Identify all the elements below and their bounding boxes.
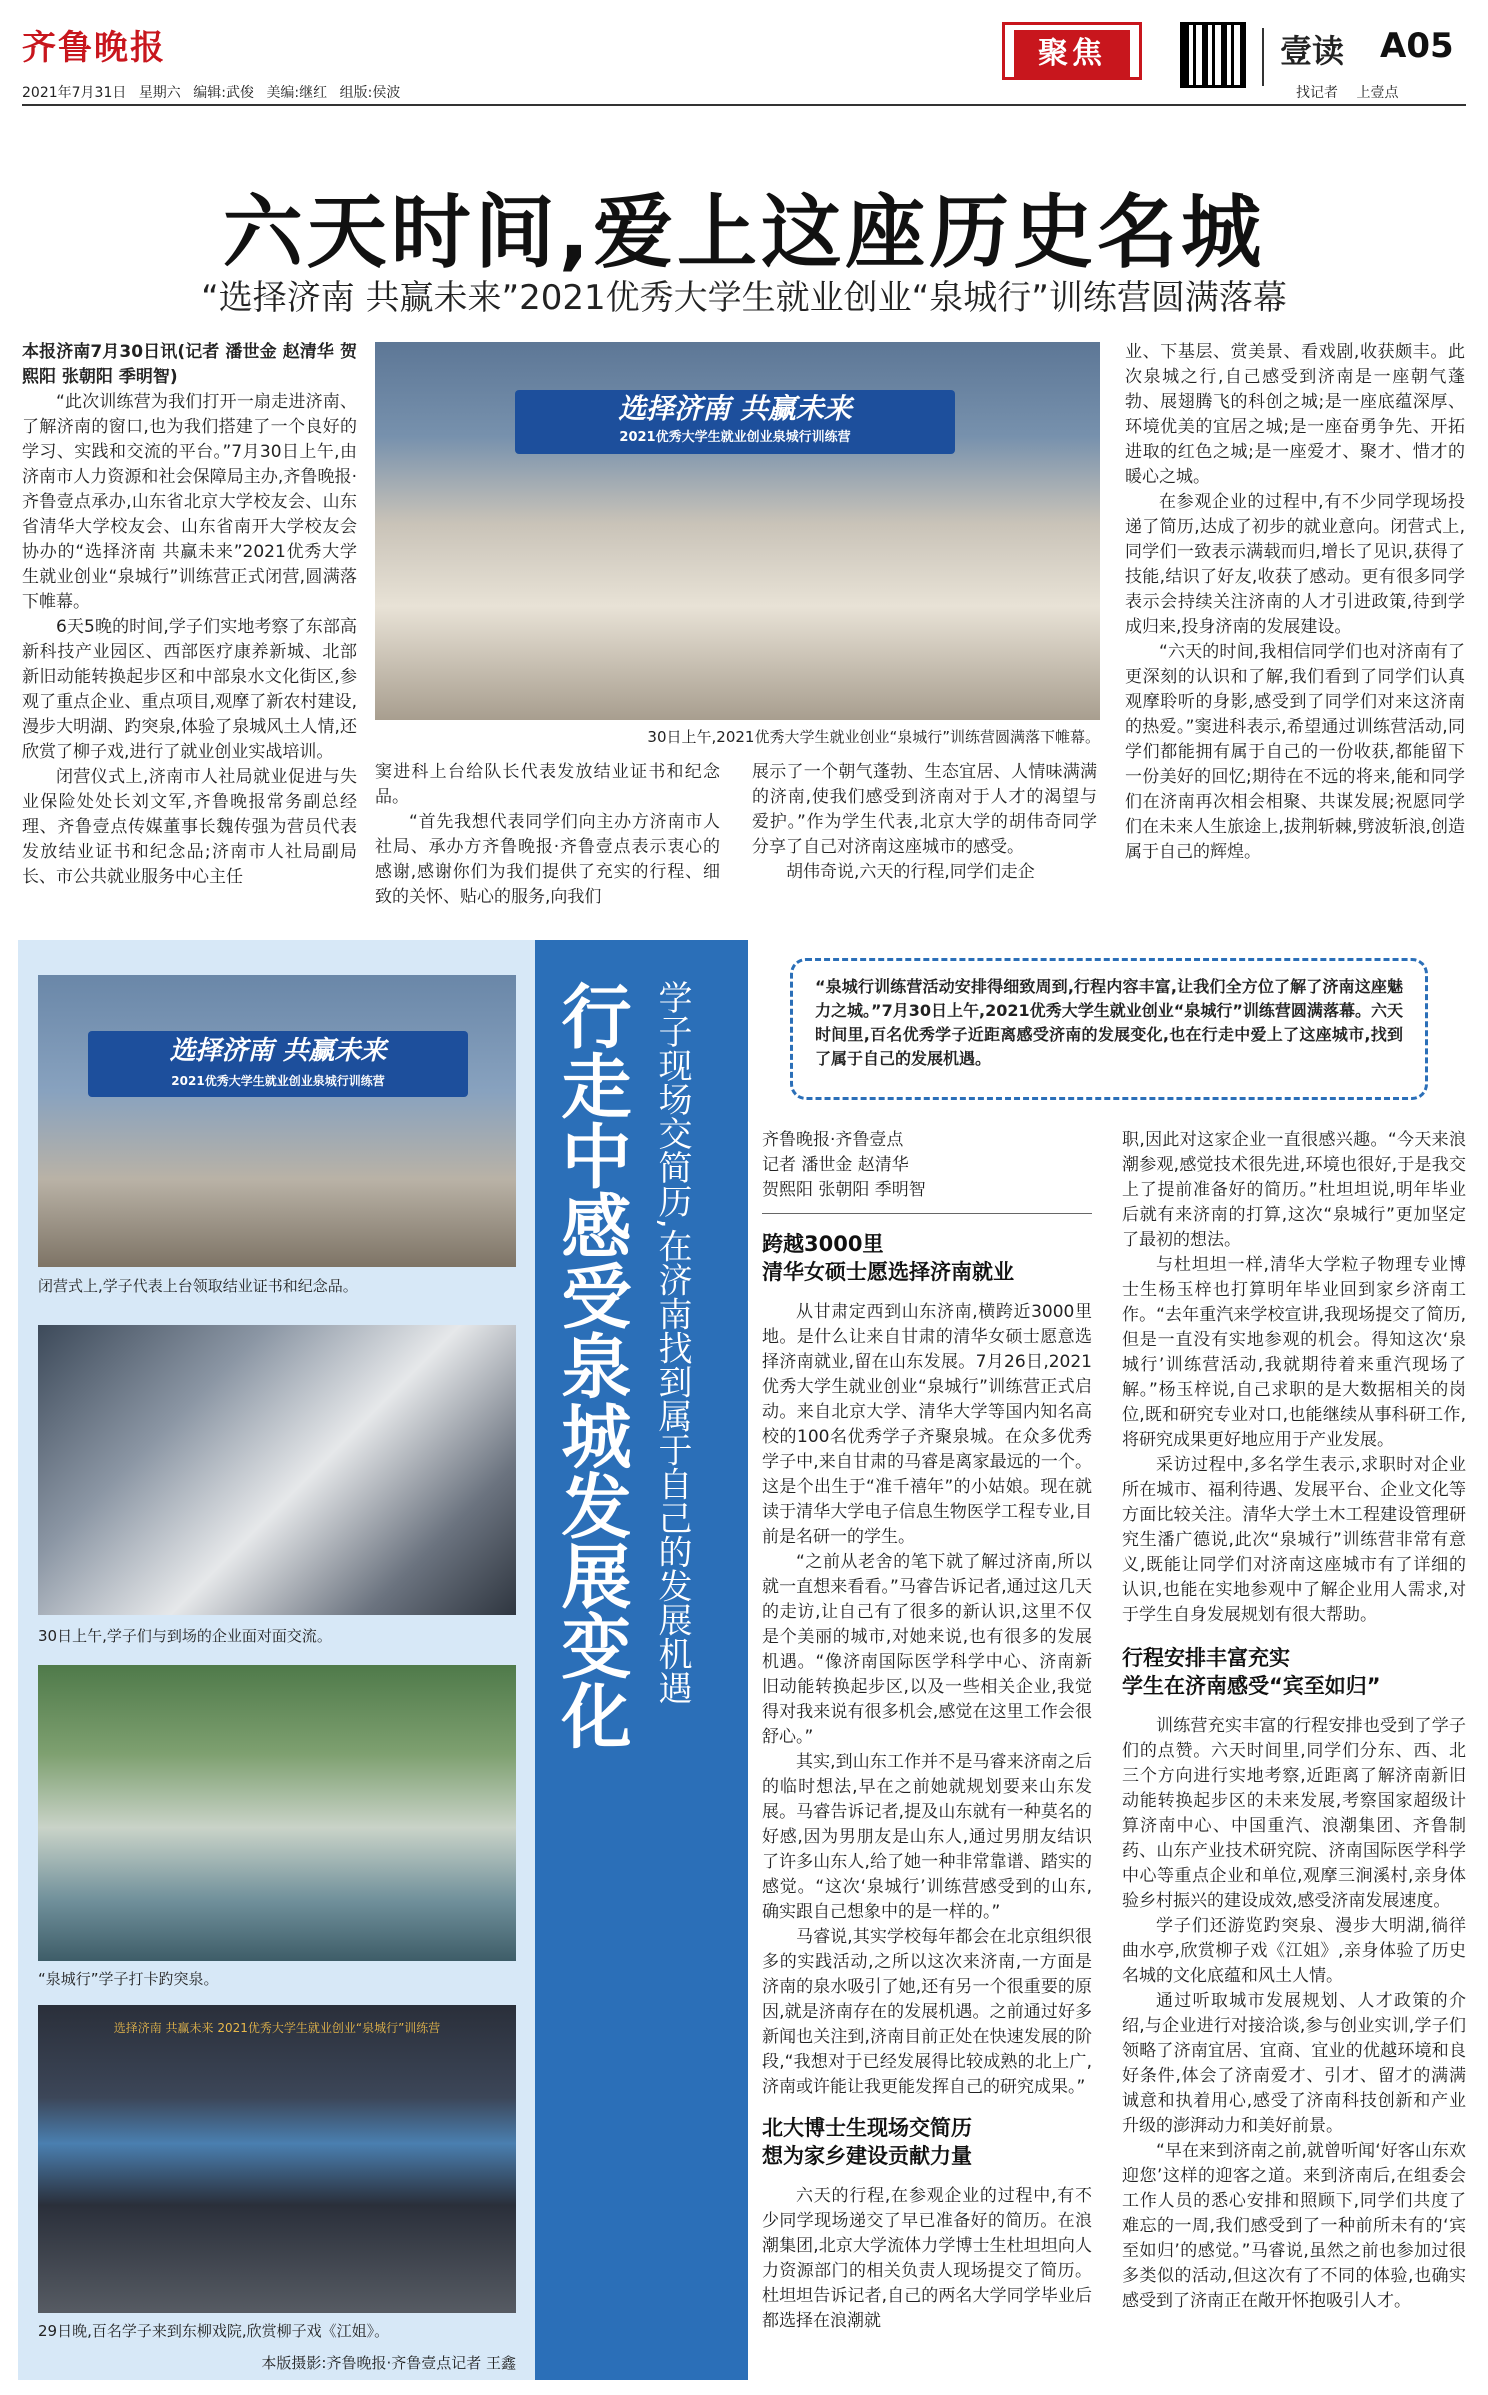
feature-byline-1: 齐鲁晚报·齐鲁壹点 [762, 1130, 904, 1150]
headline-title: 六天时间,爱上这座历史名城 [222, 186, 1266, 279]
top-article-col-1 [22, 340, 357, 890]
stage-banner: 选择济南 共赢未来 2021优秀大学生就业创业“泉城行”训练营 [113, 2021, 441, 2035]
paragraph: “此次训练营为我们打开一扇走进济南、了解济南的窗口,也为我们搭建了一个良好的学习、实践和交流的平台。”7月30日上午,由济南市人力资源和社会保障局主办,齐鲁晚报·齐鲁壹点承办,山东省北京大学校友会、山东省清华大学校友会、山东省南开大学校友会协办的“选择济南 共赢未来”2021优秀大学生就业创业“泉城行”训练营正式闭营,圆满落下帷幕。 [22, 392, 357, 612]
photo-banner [88, 1031, 468, 1097]
feature-title: 行走中感受泉城发展变化 [550, 980, 632, 1750]
paragraph: 六天的行程,在参观企业的过程中,有不少同学现场递交了早已准备好的简历。在浪潮集团,北京大学流体力学博士生杜坦坦向人力资源部门的相关负责人现场提交了简历。杜坦坦告诉记者,自己的两名大学同学毕业后都选择在浪潮就 [762, 2186, 1092, 2331]
feature-photo-2-caption: 30日上午,学子们与到场的企业面对面交流。 [38, 1627, 332, 1645]
issue-meta [22, 82, 400, 102]
paragraph: 通过听取城市发展规划、人才政策的介绍,与企业进行对接洽谈,参与创业实训,学子们领略了济南宜居、宜商、宜业的优越环境和良好条件,体会了济南爱才、引才、留才的满满诚意和执着用心,感受了济南科技创新和产业升级的澎湃动力和美好前景。 [1122, 1991, 1466, 2136]
feature-byline-3: 贺熙阳 张朝阳 季明智 [762, 1180, 926, 1200]
top-photo [375, 342, 1100, 720]
article-lead: 本报济南7月30日讯(记者 潘世金 赵清华 贺熙阳 张朝阳 季明智) [22, 342, 357, 387]
issue-date: 2021年7月31日 [22, 85, 127, 101]
banner-line-2: 2021优秀大学生就业创业泉城行训练营 [171, 1074, 385, 1088]
top-photo-caption: 30日上午,2021优秀大学生就业创业“泉城行”训练营圆满落下帷幕。 [647, 728, 1100, 746]
column-name: 壹读 [1280, 32, 1345, 70]
subhead-2-line-2: 想为家乡建设贡献力量 [762, 2144, 972, 2168]
banner-line-1: 选择济南 共赢未来 [169, 1036, 387, 1066]
editor-credit: 编辑:武俊 [193, 85, 254, 101]
feature-subtitle: 学子现场交简历,在济南找到属于自己的发展机遇 [652, 980, 692, 1705]
paragraph: 训练营充实丰富的行程安排也受到了学子们的点赞。六天时间里,同学们分东、西、北三个方向进行实地考察,近距离了解济南新旧动能转换起步区的未来发展,考察国家超级计算济南中心、中国重汽、浪潮集团、齐鲁制药、山东产业技术研究院、济南国际医学科学中心等重点企业和单位,观摩三涧溪村,亲身体验乡村振兴的建设成效,感受济南发展速度。 [1122, 1716, 1466, 1911]
issue-weekday: 星期六 [138, 85, 181, 101]
feature-col-a [762, 1128, 1092, 2334]
feature-photo-3 [38, 1665, 516, 1961]
paragraph: 闭营仪式上,济南市人社局就业促进与失业保险处处长刘文军,齐鲁晚报常务副总经理、齐鲁壹点传媒董事长魏传强为营员代表发放结业证书和纪念品;济南市人社局副局长、市公共就业服务中心主任 [22, 767, 357, 887]
newspaper-logo: 齐鲁晚报 [22, 28, 166, 68]
paragraph: 在参观企业的过程中,有不少同学现场投递了简历,达成了初步的就业意向。闭营式上,同学们一致表示满载而归,增长了见识,获得了技能,结识了好友,收获了感动。更有很多同学表示会持续关注济南的人才引进政策,待到学成归来,投身济南的发展建设。 [1125, 492, 1465, 637]
section-label: 聚焦 [1014, 30, 1130, 78]
feature-photo-2 [38, 1325, 516, 1615]
paragraph: “首先我想代表同学们向主办方济南市人社局、承办方齐鲁晚报·齐鲁壹点表示衷心的感谢,感谢你们为我们提供了充实的行程、细致的关怀、贴心的服务,向我们 [375, 812, 720, 907]
feature-col-b [1122, 1128, 1466, 2314]
paragraph: 展示了一个朝气蓬勃、生态宜居、人情味满满的济南,使我们感受到济南对于人才的渴望与爱护。”作为学生代表,北京大学的胡伟奇同学分享了自己对济南这座城市的感受。 [752, 762, 1097, 857]
subhead-3-line-1: 行程安排丰富充实 [1122, 1646, 1290, 1670]
paragraph: 马睿说,其实学校每年都会在北京组织很多的实践活动,之所以这次来济南,一方面是济南的泉水吸引了她,还有另一个很重要的原因,就是济南存在的发展机遇。之前通过好多新闻也关注到,济南目前正处在快速发展的阶段,“我想对于已经发展得比较成熟的北上广,济南或许能让我更能发挥自己的研究成果。” [762, 1927, 1092, 2097]
paragraph: 与杜坦坦一样,清华大学粒子物理专业博士生杨玉梓也打算明年毕业回到家乡济南工作。“去年重汽来学校宣讲,我现场提交了简历,但是一直没有实地参观的机会。得知这次‘泉城行’训练营活动,我就期待着来重汽现场了解。”杨玉梓说,自己求职的是大数据相关的岗位,既和研究专业对口,也能继续从事科研工作,将研究成果更好地应用于产业发展。 [1122, 1255, 1466, 1450]
paragraph: 胡伟奇说,六天的行程,同学们走企 [786, 862, 1035, 882]
layout-credit: 组版:侯波 [339, 85, 401, 101]
feature-photo-4 [38, 2005, 516, 2313]
feature-photo-1 [38, 975, 516, 1267]
paragraph: 从甘肃定西到山东济南,横跨近3000里地。是什么让来自甘肃的清华女硕士愿意选择济南就业,留在山东发展。7月26日,2021优秀大学生就业创业“泉城行”训练营正式启动。来自北京大学、清华大学等国内知名高校的100名优秀学子齐聚泉城。在众多优秀学子中,来自甘肃的马睿是离家最远的一个。这是个出生于“准千禧年”的小姑娘。现在就读于清华大学电子信息生物医学工程专业,目前是名研一的学生。 [762, 1302, 1092, 1547]
subhead-3-line-2: 学生在济南感受“宾至如归” [1122, 1674, 1381, 1698]
header-divider [1262, 28, 1264, 86]
paragraph: “六天的时间,我相信同学们也对济南有了更深刻的认识和了解,我们看到了同学们认真观摩聆听的身影,感受到了同学们对来这济南的热爱。”窦进科表示,希望通过训练营活动,同学们都能拥有属于自己的一份收获,都能留下一份美好的回忆;期待在不远的将来,能和同学们在济南再次相会相聚、共谋发展;祝愿同学们在未来人生旅途上,拔荆斩棘,劈波斩浪,创造属于自己的辉煌。 [1125, 642, 1465, 862]
subhead-2-line-1: 北大博士生现场交简历 [762, 2116, 972, 2140]
feature-photo-3-caption: “泉城行”学子打卡趵突泉。 [38, 1970, 219, 1988]
paragraph: 职,因此对这家企业一直很感兴趣。“今天来浪潮参观,感觉技术很先进,环境也很好,于是我交上了提前准备好的简历。”杜坦坦说,明年毕业后就有来济南的打算,这次“泉城行”更加坚定了最初的想法。 [1122, 1130, 1466, 1250]
header-note: 找记者 上壹点 [1296, 85, 1399, 101]
paragraph: 窦进科上台给队长代表发放结业证书和纪念品。 [375, 762, 720, 807]
paragraph: 业、下基层、赏美景、看戏剧,收获颇丰。此次泉城之行,自己感受到济南是一座朝气蓬勃、展翅腾飞的科创之城;是一座底蕴深厚、环境优美的宜居之城;是一座奋勇争先、开拓进取的红色之城;是一座爱才、聚才、惜才的暖心之城。 [1125, 342, 1465, 487]
top-article-col-4 [1125, 340, 1465, 865]
designer-credit: 美编:继红 [266, 85, 328, 101]
photo-credit: 本版摄影:齐鲁晚报·齐鲁壹点记者 王鑫 [261, 2354, 516, 2372]
feature-photo-4-caption: 29日晚,百名学子来到东柳戏院,欣赏柳子戏《江姐》。 [38, 2322, 390, 2340]
photo-banner [515, 390, 955, 454]
paragraph: 采访过程中,多名学生表示,求职时对企业所在城市、福利待遇、发展平台、企业文化等方面比较关注。清华大学土木工程建设管理研究生潘广德说,此次“泉城行”训练营非常有意义,既能让同学们对济南这座城市有了详细的认识,也能在实地参观中了解企业用人需求,对于学生自身发展规划有很大帮助。 [1122, 1455, 1466, 1625]
banner-line-2: 2021优秀大学生就业创业泉城行训练营 [619, 430, 851, 445]
feature-byline-2: 记者 潘世金 赵清华 [762, 1155, 909, 1175]
subhead-1-line-1: 跨越3000里 [762, 1232, 884, 1256]
paragraph: 学子们还游览趵突泉、漫步大明湖,徜徉曲水亭,欣赏柳子戏《江姐》,亲身体验了历史名城的文化底蕴和风土人情。 [1122, 1916, 1466, 1986]
qr-code-icon [1180, 22, 1246, 88]
paragraph: 6天5晚的时间,学子们实地考察了东部高新科技产业园区、西部医疗康养新城、北部新旧动能转换起步区和中部泉水文化街区,参观了重点企业、重点项目,观摩了新农村建设,漫步大明湖、趵突泉,体验了泉城风土人情,还欣赏了柳子戏,进行了就业创业实战培训。 [22, 617, 357, 762]
paragraph: 其实,到山东工作并不是马睿来济南之后的临时想法,早在之前她就规划要来山东发展。马睿告诉记者,提及山东就有一种莫名的好感,因为男朋友是山东人,通过男朋友结识了许多山东人,给了她一种非常靠谱、踏实的感觉。“这次‘泉城行’训练营感受到的山东,确实跟自己想象中的是一样的。” [762, 1752, 1092, 1922]
top-article-col-2 [375, 760, 720, 910]
header-rule [22, 104, 1466, 106]
banner-line-1: 选择济南 共赢未来 [618, 392, 852, 425]
subhead-1-line-2: 清华女硕士愿选择济南就业 [762, 1260, 1014, 1284]
byline-rule [762, 1213, 1092, 1214]
feature-quote: “泉城行训练营活动安排得细致周到,行程内容丰富,让我们全方位了解了济南这座魅力之城。”7月30日上午,2021优秀大学生就业创业“泉城行”训练营圆满落幕。六天时间里,百名优秀学子近距离感受济南的发展变化,也在行走中爱上了这座城市,找到了属于自己的发展机遇。 [790, 958, 1428, 1100]
page-number: A05 [1380, 26, 1454, 66]
headline-subtitle: “选择济南 共赢未来”2021优秀大学生就业创业“泉城行”训练营圆满落幕 [201, 278, 1287, 318]
paragraph: “早在来到济南之前,就曾听闻‘好客山东欢迎您’这样的迎客之道。来到济南后,在组委会工作人员的悉心安排和照顾下,同学们共度了难忘的一周,我们感受到了一种前所未有的‘宾至如归’的感觉。”马睿说,虽然之前也参加过很多类似的活动,但这次有了不同的体验,也确实感受到了济南正在敞开怀抱吸引人才。 [1122, 2141, 1466, 2311]
paragraph: “之前从老舍的笔下就了解过济南,所以就一直想来看看。”马睿告诉记者,通过这几天的走访,让自己有了很多的新认识,这里不仅是个美丽的城市,对她来说,也有很多的发展机遇。“像济南国际医学科学中心、济南新旧动能转换起步区,以及一些相关企业,我觉得对我来说有很多机会,感觉在这里工作会很舒心。” [762, 1552, 1092, 1747]
feature-photo-1-caption: 闭营式上,学子代表上台领取结业证书和纪念品。 [38, 1277, 358, 1295]
top-article-col-3 [752, 760, 1097, 885]
